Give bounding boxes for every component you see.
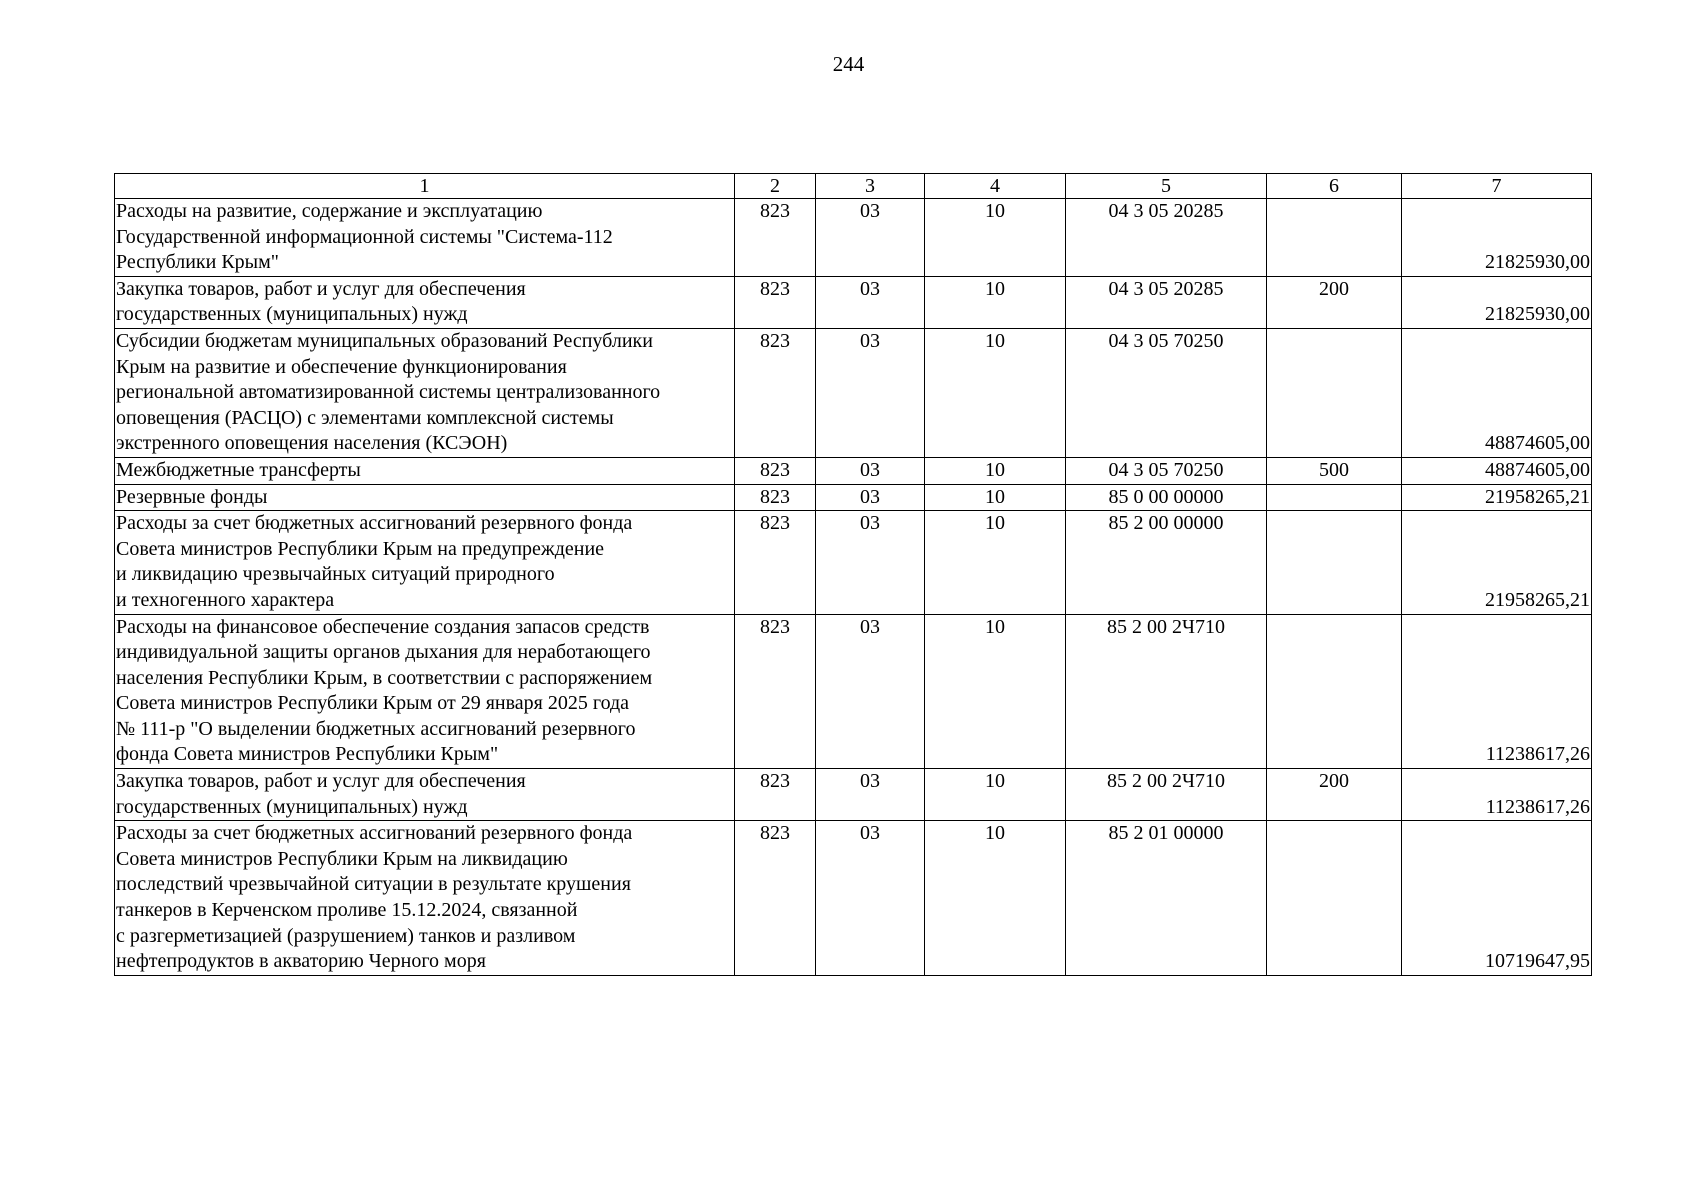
agency-code: 823: [735, 769, 816, 821]
column-header: 4: [925, 174, 1066, 199]
expense-type-code: 200: [1267, 276, 1402, 328]
table-row: [115, 614, 1592, 769]
subsection-code: 10: [925, 769, 1066, 821]
header-row: [115, 174, 1592, 199]
row-description: Расходы на развитие, содержание и эксплуатацию Государственной информационной системы "Система-112 Республики Крым": [115, 199, 735, 277]
row-description: Расходы за счет бюджетных ассигнований резервного фонда Совета министров Республики Крым на ликвидацию последствий чрезвычайной ситуации в результате крушения танкеров в Керченском проливе 15.12.2024, связанной с разгерметизацией (разрушением) танков и разливом нефтепродуктов в акваторию Черного моря: [115, 821, 735, 976]
section-code: 03: [816, 484, 925, 511]
table-row: [115, 328, 1592, 457]
subsection-code: 10: [925, 457, 1066, 484]
subsection-code: 10: [925, 199, 1066, 277]
column-header: 6: [1267, 174, 1402, 199]
column-header: 1: [115, 174, 735, 199]
column-header: 3: [816, 174, 925, 199]
table-row: [115, 276, 1592, 328]
target-article-code: 04 3 05 70250: [1066, 328, 1267, 457]
target-article-code: 04 3 05 20285: [1066, 199, 1267, 277]
subsection-code: 10: [925, 484, 1066, 511]
amount: 10719647,95: [1402, 821, 1592, 976]
row-description: Резервные фонды: [115, 484, 735, 511]
section-code: 03: [816, 821, 925, 976]
amount: 48874605,00: [1402, 328, 1592, 457]
table-row: [115, 821, 1592, 976]
agency-code: 823: [735, 199, 816, 277]
target-article-code: 85 2 01 00000: [1066, 821, 1267, 976]
row-description: Субсидии бюджетам муниципальных образований Республики Крым на развитие и обеспечение функционирования региональной автоматизированной системы централизованного оповещения (РАСЦО) с элементами комплексной системы экстренного оповещения населения (КСЭОН): [115, 328, 735, 457]
section-code: 03: [816, 328, 925, 457]
expense-type-code: [1267, 328, 1402, 457]
agency-code: 823: [735, 276, 816, 328]
table-row: [115, 199, 1592, 277]
agency-code: 823: [735, 457, 816, 484]
table-row: [115, 769, 1592, 821]
target-article-code: 85 2 00 2Ч710: [1066, 769, 1267, 821]
amount: 21958265,21: [1402, 511, 1592, 614]
amount: 21825930,00: [1402, 276, 1592, 328]
table-row: [115, 511, 1592, 614]
section-code: 03: [816, 457, 925, 484]
amount: 11238617,26: [1402, 769, 1592, 821]
expense-type-code: 500: [1267, 457, 1402, 484]
agency-code: 823: [735, 328, 816, 457]
amount: 21825930,00: [1402, 199, 1592, 277]
agency-code: 823: [735, 614, 816, 769]
amount: 48874605,00: [1402, 457, 1592, 484]
section-code: 03: [816, 769, 925, 821]
row-description: Закупка товаров, работ и услуг для обеспечения государственных (муниципальных) нужд: [115, 276, 735, 328]
row-description: Межбюджетные трансферты: [115, 457, 735, 484]
row-description: Расходы за счет бюджетных ассигнований резервного фонда Совета министров Республики Крым на предупреждение и ликвидацию чрезвычайных ситуаций природного и техногенного характера: [115, 511, 735, 614]
target-article-code: 85 2 00 00000: [1066, 511, 1267, 614]
expense-type-code: [1267, 484, 1402, 511]
column-header: 5: [1066, 174, 1267, 199]
subsection-code: 10: [925, 614, 1066, 769]
table-row: [115, 457, 1592, 484]
expense-type-code: [1267, 821, 1402, 976]
target-article-code: 85 0 00 00000: [1066, 484, 1267, 511]
subsection-code: 10: [925, 276, 1066, 328]
agency-code: 823: [735, 484, 816, 511]
subsection-code: 10: [925, 328, 1066, 457]
subsection-code: 10: [925, 511, 1066, 614]
section-code: 03: [816, 276, 925, 328]
page-number: 244: [832, 52, 865, 76]
amount: 21958265,21: [1402, 484, 1592, 511]
table-row: [115, 484, 1592, 511]
expense-type-code: [1267, 614, 1402, 769]
expense-type-code: [1267, 199, 1402, 277]
section-code: 03: [816, 614, 925, 769]
target-article-code: 04 3 05 70250: [1066, 457, 1267, 484]
agency-code: 823: [735, 511, 816, 614]
budget-table: [114, 173, 1592, 976]
target-article-code: 85 2 00 2Ч710: [1066, 614, 1267, 769]
subsection-code: 10: [925, 821, 1066, 976]
section-code: 03: [816, 199, 925, 277]
target-article-code: 04 3 05 20285: [1066, 276, 1267, 328]
column-header: 7: [1402, 174, 1592, 199]
row-description: Расходы на финансовое обеспечение создания запасов средств индивидуальной защиты органов дыхания для неработающего населения Республики Крым, в соответствии с распоряжением Совета министров Республики Крым от 29 января 2025 года № 111-р "О выделении бюджетных ассигнований резервного фонда Совета министров Республики Крым": [115, 614, 735, 769]
expense-type-code: [1267, 511, 1402, 614]
amount: 11238617,26: [1402, 614, 1592, 769]
agency-code: 823: [735, 821, 816, 976]
column-header: 2: [735, 174, 816, 199]
expense-type-code: 200: [1267, 769, 1402, 821]
row-description: Закупка товаров, работ и услуг для обеспечения государственных (муниципальных) нужд: [115, 769, 735, 821]
section-code: 03: [816, 511, 925, 614]
